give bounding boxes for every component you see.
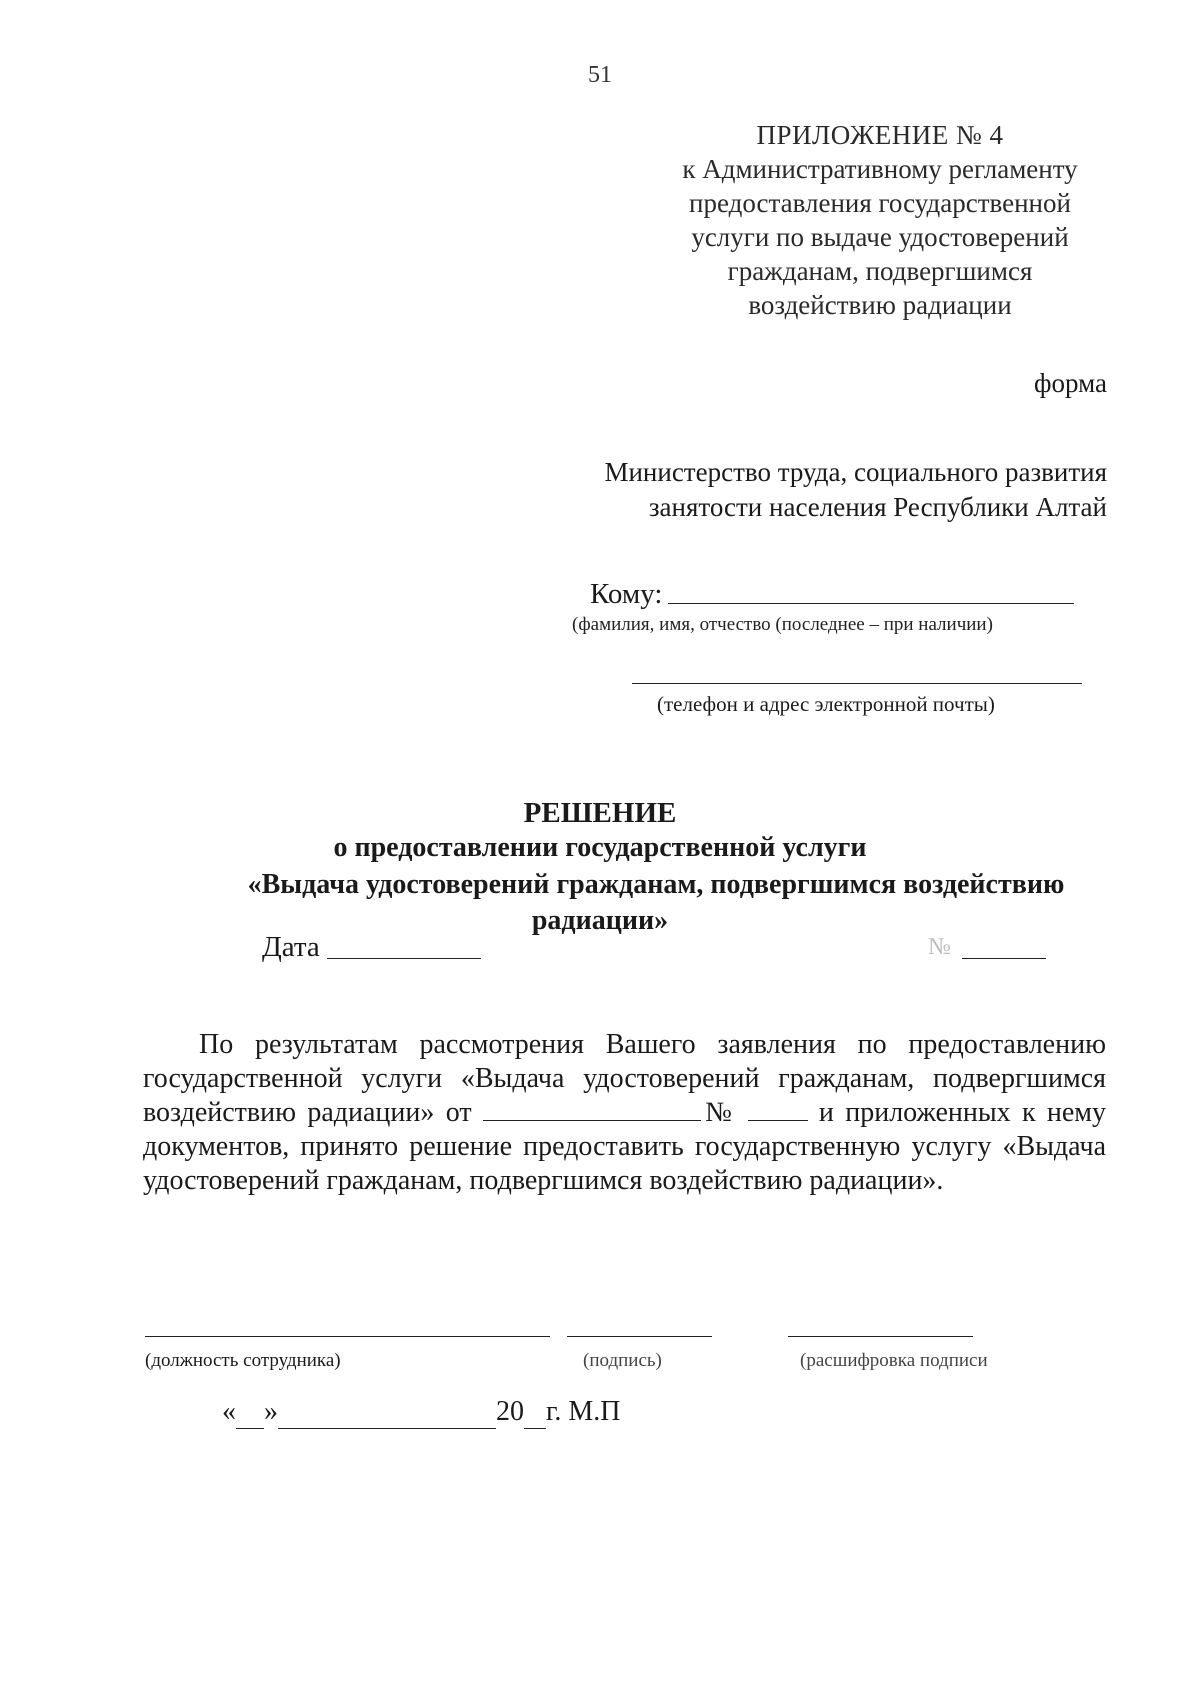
body-number-sign: № <box>700 1097 737 1128</box>
appendix-block <box>600 118 1160 322</box>
ministry-line-1: Министерство труда, социального развития <box>604 457 1107 487</box>
application-date-blank <box>483 1098 701 1121</box>
form-label: форма <box>1034 368 1107 398</box>
day-blank <box>236 1396 264 1429</box>
appendix-title: ПРИЛОЖЕНИЕ № 4 <box>756 120 1004 150</box>
signature-decoding-line <box>788 1336 973 1337</box>
ministry-line-2: занятости населения Республики Алтай <box>648 492 1107 522</box>
recipient-fio-caption: (фамилия, имя, отчество (последнее – при наличии) <box>572 614 993 635</box>
body-text-part-3: и приложенных к нему документов, принято решение предоставить государственную услугу «Выдача удостоверений гражданам, подвергшимся воздействию радиации». <box>143 1097 1107 1196</box>
position-caption: (должность сотрудника) <box>145 1350 341 1371</box>
date-label: Дата <box>262 931 320 963</box>
recipient-contact-line <box>632 683 1082 684</box>
recipient-label: Кому: <box>590 578 663 610</box>
decision-service-name-cont: радиации» <box>531 905 669 936</box>
signature-decoding-caption: (расшифровка подписи <box>800 1350 988 1371</box>
date-line <box>327 958 481 959</box>
year-blank <box>524 1396 546 1429</box>
number-line <box>962 958 1046 959</box>
decision-service-name: «Выдача удостоверений гражданам, подвергшимся воздействию <box>247 869 1065 900</box>
decision-body <box>143 1028 1106 1198</box>
appendix-line: услуги по выдаче удостоверений <box>691 222 1069 252</box>
appendix-line: предоставления государственной <box>689 188 1071 218</box>
appendix-line: гражданам, подвергшимся <box>727 256 1033 286</box>
signature-caption: (подпись) <box>583 1350 662 1371</box>
appendix-line: воздействию радиации <box>748 290 1012 320</box>
ministry-block <box>604 455 1107 525</box>
number-label: № <box>928 934 951 960</box>
body-text-part-1: По результатам рассмотрения Вашего заявления по предоставлению государственной услуги «Выдача удостоверений гражданам, подвергшимся воздействию радиации» от <box>143 1029 1106 1128</box>
application-number-blank <box>748 1098 808 1121</box>
open-quote: « <box>222 1396 236 1427</box>
appendix-line: к Административному регламенту <box>682 154 1078 184</box>
decision-subtitle: о предоставлении государственной услуги <box>333 832 867 863</box>
close-quote: » <box>264 1396 278 1427</box>
signature-line <box>567 1336 712 1337</box>
year-prefix: 20 <box>496 1396 524 1427</box>
page-number: 51 <box>588 62 612 88</box>
month-blank <box>278 1396 496 1429</box>
recipient-fio-line <box>668 603 1074 604</box>
signing-date-row <box>222 1396 620 1429</box>
year-suffix-stamp: г. М.П <box>546 1396 621 1427</box>
recipient-contact-caption: (телефон и адрес электронной почты) <box>657 692 995 716</box>
decision-title: РЕШЕНИЕ <box>523 797 677 829</box>
position-line <box>145 1336 550 1337</box>
